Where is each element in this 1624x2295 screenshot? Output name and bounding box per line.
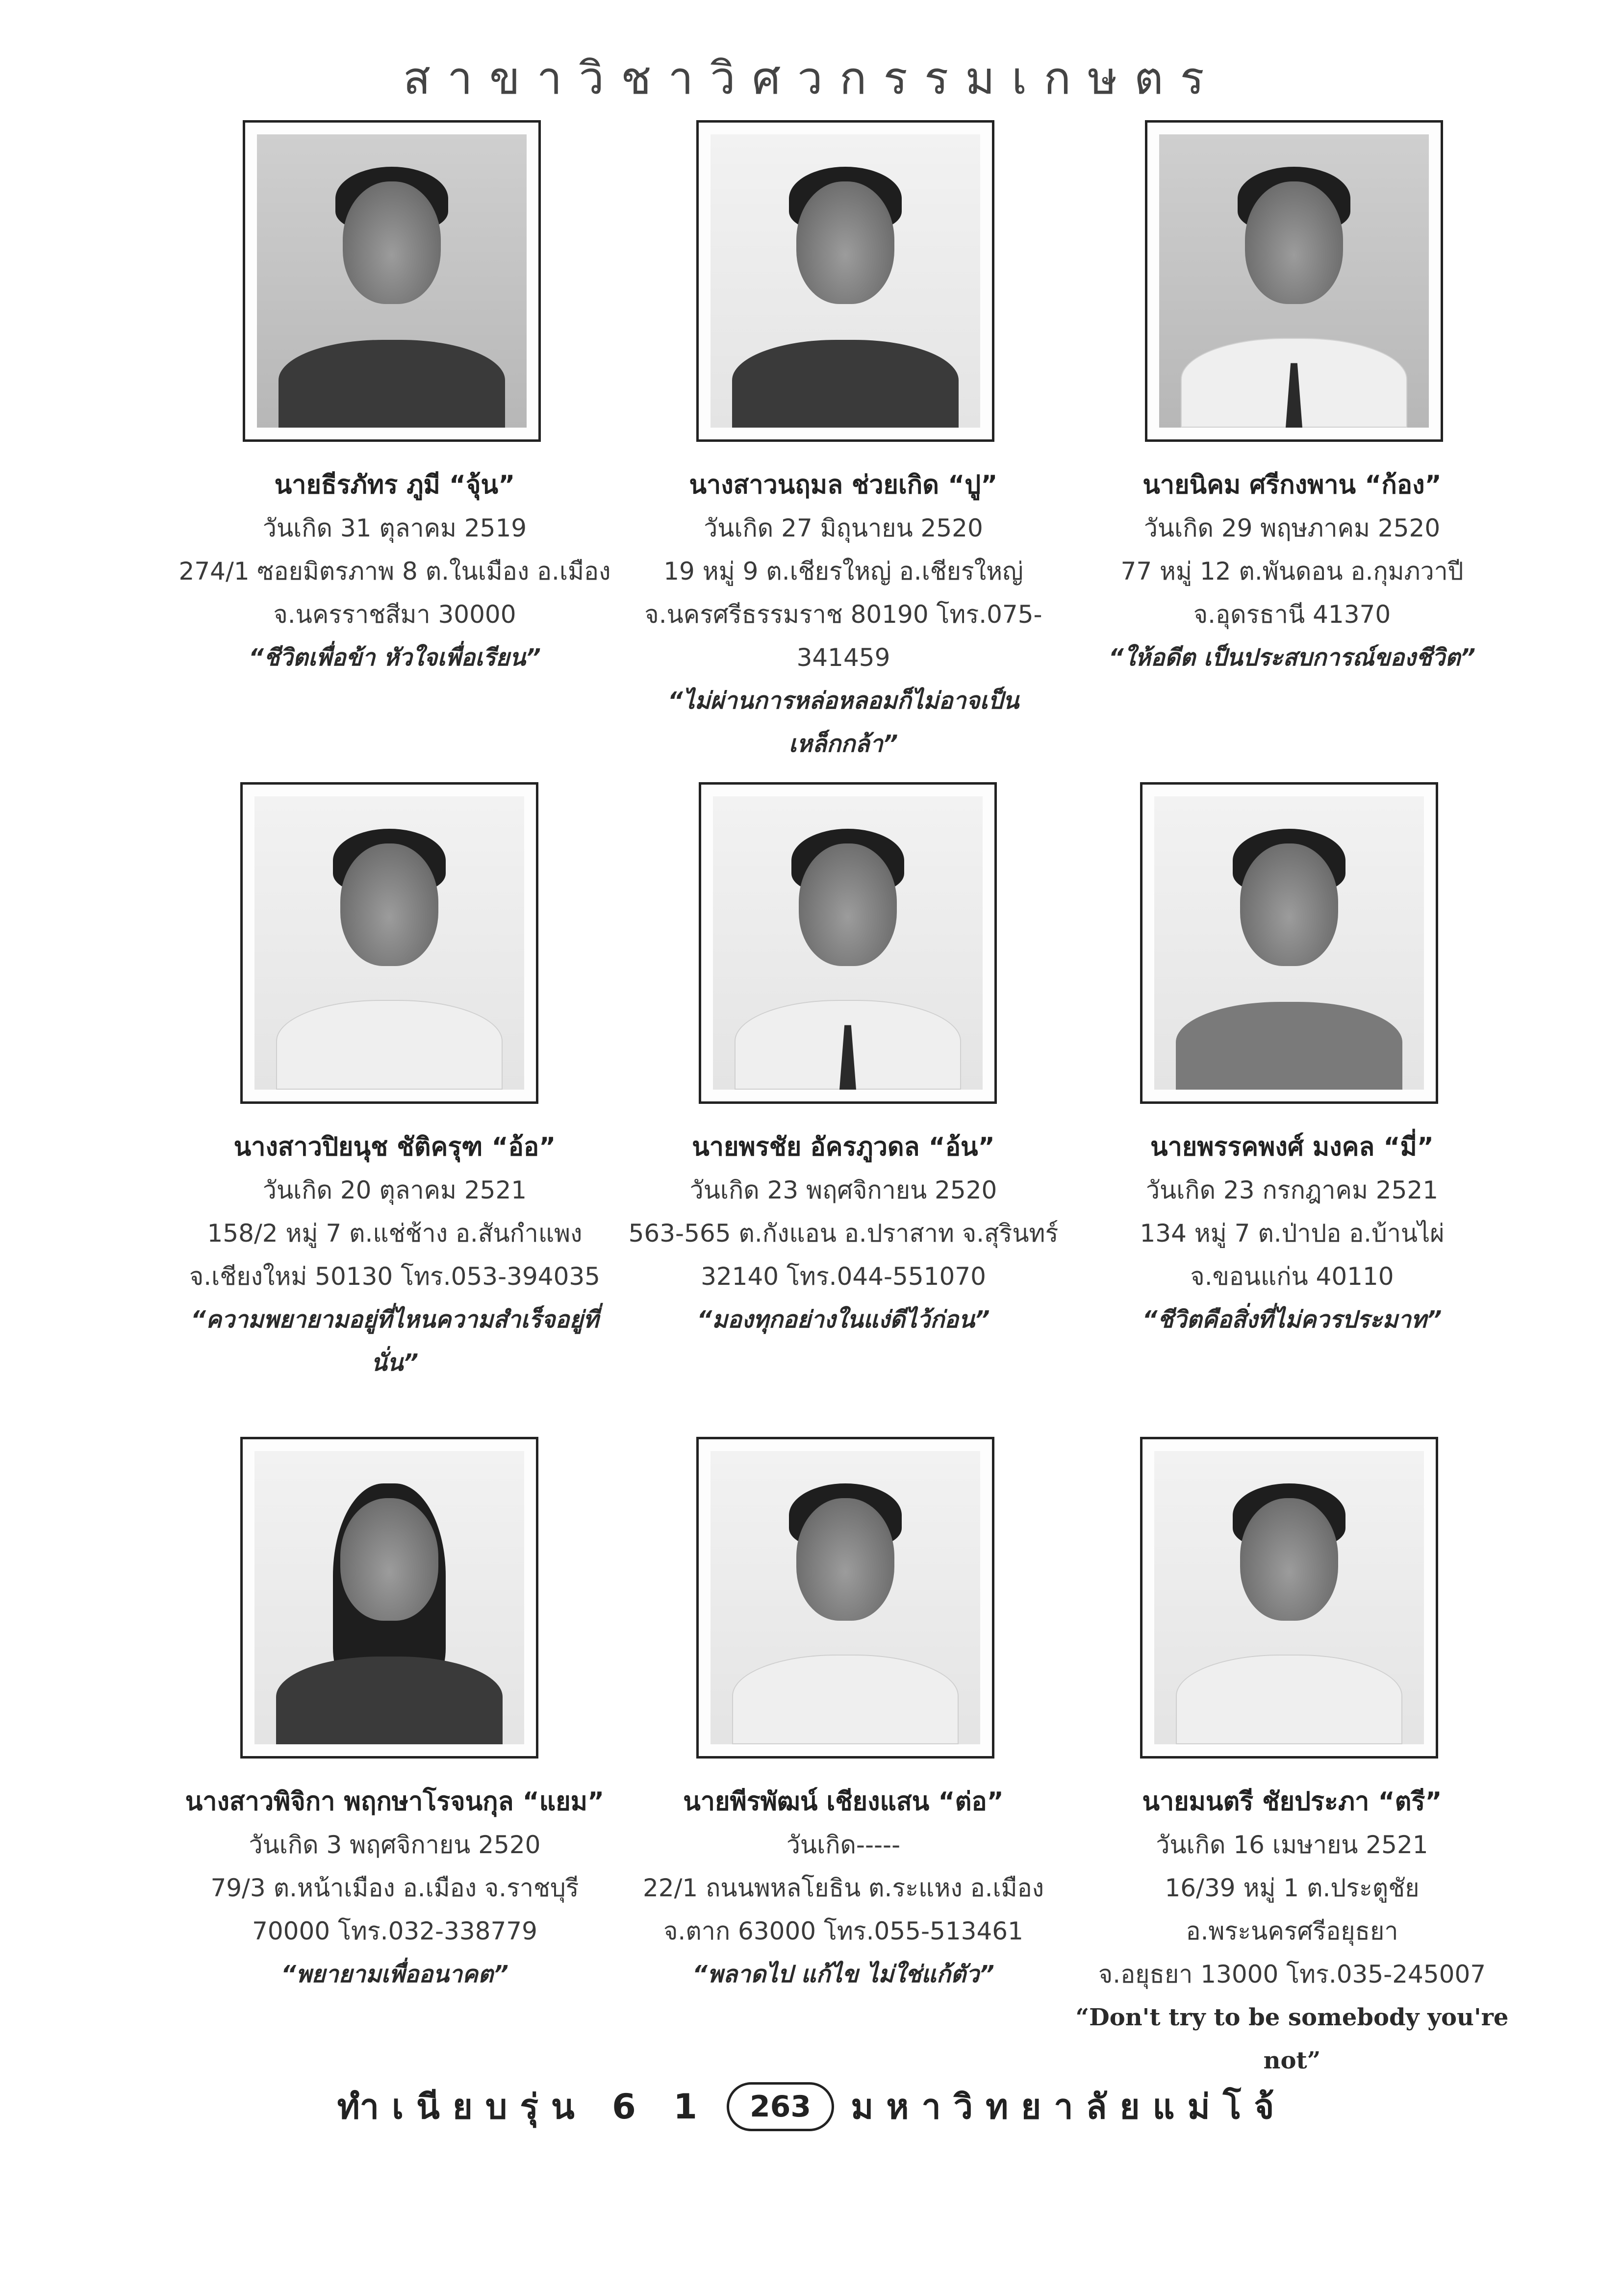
student-name: นายพีรพัฒน์ เชียงแสน “ต่อ” (683, 1787, 1004, 1816)
address-line-1: 77 หมู่ 12 ต.พันดอน อ.กุมภวาปี (1120, 557, 1464, 586)
address-line-1: 22/1 ถนนพหลโยธิน ต.ระแหง อ.เมือง (642, 1874, 1044, 1902)
birth-date: วันเกิด 3 พฤศจิกายน 2520 (249, 1831, 541, 1859)
address-line-2: จ.เชียงใหม่ 50130 โทร.053-394035 (189, 1262, 600, 1291)
student-name: นางสาวพิจิกา พฤกษาโรจนกุล “แยม” (185, 1787, 605, 1816)
motto-quote: “พลาดไป แก้ไข ไม่ใช่แก้ตัว” (692, 1961, 994, 1988)
address-line-2: จ.ขอนแก่น 40110 (1190, 1262, 1394, 1291)
footer-right-text: มหาวิทยาลัยแม่โจ้ (851, 2087, 1287, 2127)
student-name: นายธีรภัทร ภูมี “จุ้น” (274, 470, 515, 500)
portrait-photo (1140, 1437, 1438, 1759)
address-line-2: จ.อยุธยา 13000 โทร.035-245007 (1098, 1960, 1486, 1989)
motto-quote: “ชีวิตคือสิ่งที่ไม่ควรประมาท” (1142, 1306, 1442, 1333)
student-name: นางสาวปิยนุช ชัติครุฑ “อ้อ” (233, 1132, 556, 1162)
motto-quote: “Don't try to be somebody you're not” (1075, 2004, 1509, 2074)
address-line-1: 134 หมู่ 7 ต.ป่าปอ อ.บ้านไผ่ (1140, 1219, 1445, 1248)
address-line-2: จ.นครราชสีมา 30000 (273, 600, 516, 629)
portrait-photo (240, 1437, 538, 1759)
address-line-2: จ.ตาก 63000 โทร.055-513461 (663, 1917, 1023, 1945)
birth-date: วันเกิด 16 เมษายน 2521 (1156, 1831, 1428, 1859)
address-line-1: 158/2 หมู่ 7 ต.แช่ช้าง อ.สันกำแพง (207, 1219, 583, 1248)
address-line-1: 79/3 ต.หน้าเมือง อ.เมือง จ.ราชบุรี (210, 1874, 579, 1902)
address-line-1: 16/39 หมู่ 1 ต.ประตูชัย อ.พระนครศรีอยุธยา (1165, 1874, 1420, 1945)
birth-date: วันเกิด 27 มิถุนายน 2520 (704, 514, 983, 542)
portrait-photo (243, 120, 541, 442)
page-title: สาขาวิชาวิศวกรรมเกษตร (403, 52, 1221, 104)
motto-quote: “มองทุกอย่างในแง่ดีไว้ก่อน” (697, 1306, 990, 1333)
motto-quote: “ให้อดีต เป็นประสบการณ์ของชีวิต” (1108, 644, 1476, 671)
portrait-photo (696, 120, 994, 442)
motto-quote: “ชีวิตเพื่อข้า หัวใจเพื่อเรียน” (248, 644, 541, 671)
student-name: นายมนตรี ชัยประภา “ตรี” (1142, 1787, 1442, 1816)
student-name: นายพรรคพงศ์ มงคล “มี่” (1150, 1132, 1434, 1162)
motto-quote: “ไม่ผ่านการหล่อหลอมก็ไม่อาจเป็นเหล็กกล้า” (667, 687, 1019, 758)
portrait-photo (1140, 782, 1438, 1104)
portrait-photo (240, 782, 538, 1104)
page-footer (0, 2079, 1624, 2134)
address-line-2: 70000 โทร.032-338779 (252, 1917, 537, 1945)
student-name: นายพรชัย อัครภูวดล “อ้น” (692, 1132, 995, 1162)
address-line-1: 274/1 ซอยมิตรภาพ 8 ต.ในเมือง อ.เมือง (178, 557, 611, 586)
birth-date: วันเกิด 23 กรกฎาคม 2521 (1145, 1176, 1439, 1204)
page-number: 263 (727, 2082, 834, 2131)
address-line-2: จ.อุดรธานี 41370 (1193, 600, 1391, 629)
portrait-photo (696, 1437, 994, 1759)
address-line-1: 19 หมู่ 9 ต.เชียรใหญ่ อ.เชียรใหญ่ (663, 557, 1023, 586)
birth-date: วันเกิด----- (786, 1831, 901, 1859)
portrait-photo (699, 782, 997, 1104)
motto-quote: “พยายามเพื่ออนาคต” (280, 1961, 508, 1988)
student-name: นายนิคม ศรีกงพาน “ก้อง” (1142, 470, 1442, 500)
address-line-2: จ.นครศรีธรรมราช 80190 โทร.075-341459 (644, 600, 1042, 672)
portrait-photo (1145, 120, 1443, 442)
motto-quote: “ความพยายามอยู่ที่ไหนความสำเร็จอยู่ที่นั่น” (190, 1306, 599, 1377)
birth-date: วันเกิด 20 ตุลาคม 2521 (262, 1176, 527, 1204)
birth-date: วันเกิด 29 พฤษภาคม 2520 (1143, 514, 1441, 542)
address-line-2: 32140 โทร.044-551070 (701, 1262, 986, 1291)
birth-date: วันเกิด 23 พฤศจิกายน 2520 (689, 1176, 997, 1204)
footer-left-text: ทำเนียบรุ่น 6 1 (337, 2087, 710, 2127)
address-line-1: 563-565 ต.กังแอน อ.ปราสาท จ.สุรินทร์ (628, 1219, 1059, 1248)
birth-date: วันเกิด 31 ตุลาคม 2519 (262, 514, 527, 542)
student-name: นางสาวนฤมล ช่วยเกิด “ปู” (689, 470, 998, 500)
